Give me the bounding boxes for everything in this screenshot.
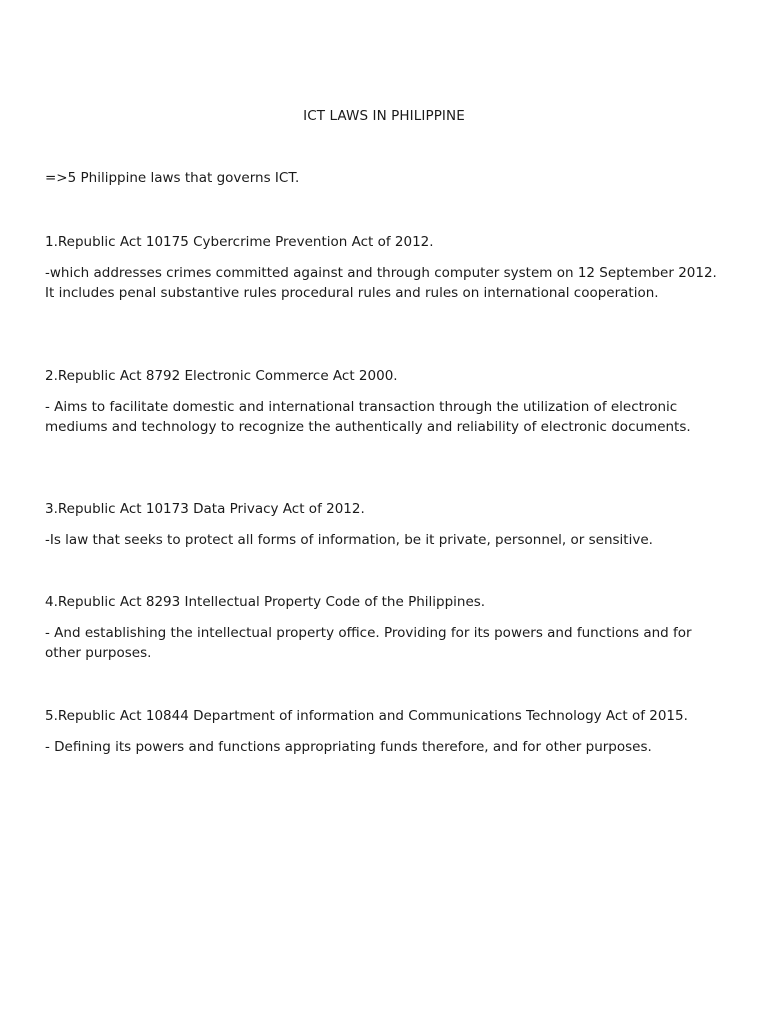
law-description: -which addresses crimes committed against and through computer system on 12 September 2012. It includes penal substantive rules procedural rules and rules on international cooperation. <box>45 264 717 301</box>
law-section-5 <box>45 706 730 757</box>
law-heading: 5.Republic Act 10844 Department of information and Communications Technology Act of 2015. <box>45 708 688 724</box>
law-description: - And establishing the intellectual property office. Providing for its powers and functions and for other purposes. <box>45 624 692 661</box>
law-description: - Defining its powers and functions appropriating funds therefore, and for other purposes. <box>45 738 652 755</box>
law-section-4 <box>45 592 730 664</box>
law-section-1 <box>45 232 730 304</box>
law-heading: 1.Republic Act 10175 Cybercrime Prevention Act of 2012. <box>45 234 434 250</box>
law-description: -Is law that seeks to protect all forms of information, be it private, personnel, or sensitive. <box>45 531 653 548</box>
document-title: ICT LAWS IN PHILIPPINE <box>303 108 465 124</box>
law-section-2 <box>45 366 730 438</box>
law-description: - Aims to facilitate domestic and international transaction through the utilization of electronic mediums and technology to recognize the authentically and reliability of electronic documents. <box>45 398 691 435</box>
intro-text: =>5 Philippine laws that governs ICT. <box>45 170 300 186</box>
law-heading: 4.Republic Act 8293 Intellectual Property Code of the Philippines. <box>45 594 486 610</box>
law-section-3 <box>45 499 730 550</box>
law-heading: 3.Republic Act 10173 Data Privacy Act of 2012. <box>45 501 365 517</box>
law-heading: 2.Republic Act 8792 Electronic Commerce Act 2000. <box>45 368 398 384</box>
